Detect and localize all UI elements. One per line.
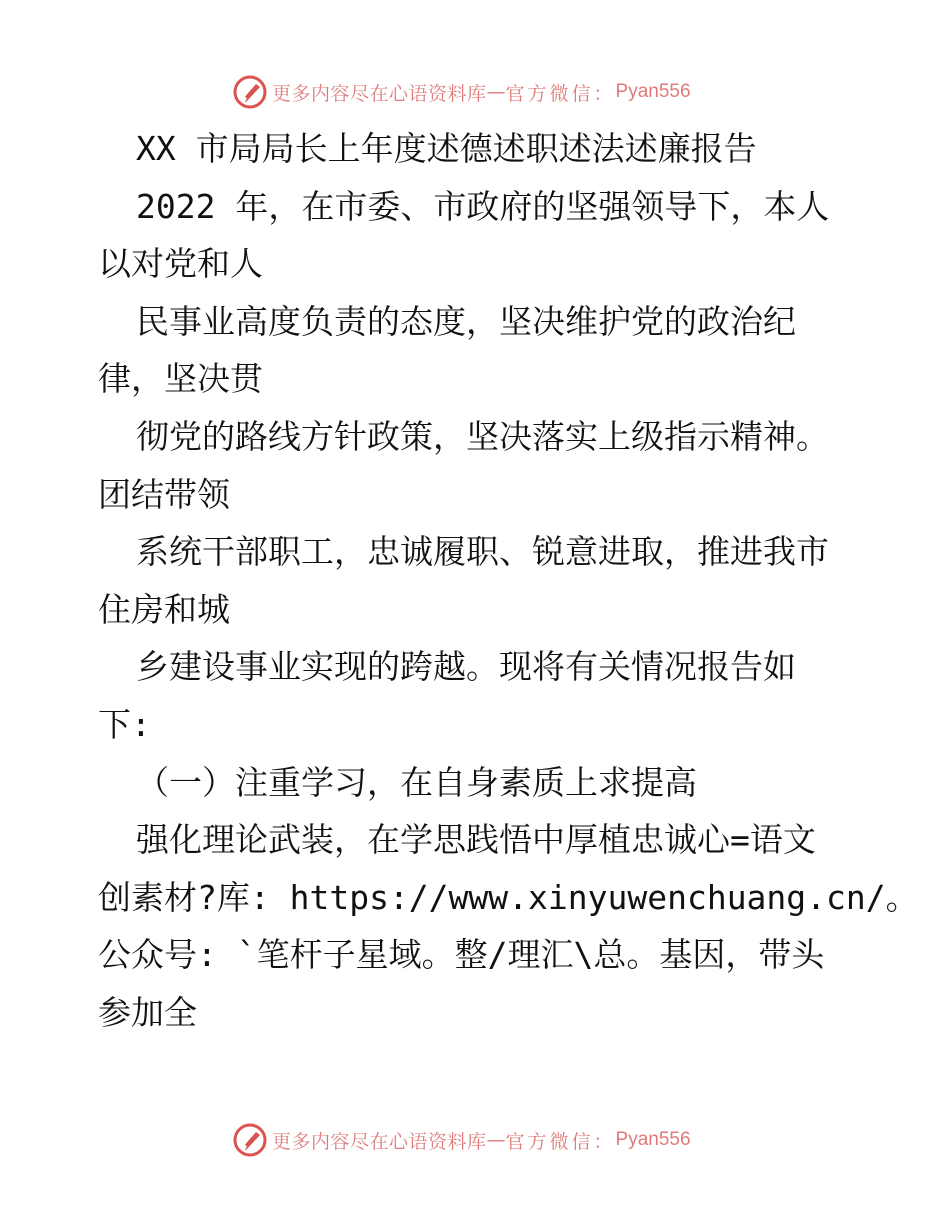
paragraph-line: 住房和城: [98, 589, 230, 629]
section-heading: （一）注重学习，在自身素质上求提高: [136, 762, 697, 802]
watermark-dash: —: [486, 81, 506, 103]
watermark-dash: —: [486, 1129, 506, 1151]
watermark-text: 更多内容尽在心语资料库: [272, 82, 487, 105]
document-body: [98, 120, 919, 1042]
paragraph-line: 2022 年，在市委、市政府的坚强领导下，本人: [136, 186, 830, 226]
watermark-official-label: 官方微信：: [505, 1130, 616, 1153]
pen-logo-icon: [232, 1122, 268, 1158]
watermark-text: 更多内容尽在心语资料库: [272, 1130, 487, 1153]
paragraph-line: 参加全: [98, 992, 197, 1032]
document-title: XX 市局局长上年度述德述职述法述廉报告: [136, 129, 757, 168]
paragraph-line: 律，坚决贯: [98, 359, 263, 399]
paragraph-line: 下:: [98, 704, 151, 744]
paragraph-line: 系统干部职工，忠诚履职、锐意进取，推进我市: [136, 532, 829, 572]
watermark-banner-bottom: [232, 1120, 691, 1160]
watermark-wechat-id: Pyan556: [615, 1129, 691, 1150]
paragraph-line: 强化理论武装，在学思践悟中厚植忠诚心=语文: [136, 820, 816, 860]
watermark-banner-top: [232, 72, 691, 112]
paragraph-line: 乡建设事业实现的跨越。现将有关情况报告如: [136, 647, 796, 687]
paragraph-line: 创素材?库: https://www.xinyuwenchuang.cn/。: [98, 877, 919, 917]
paragraph-line: 民事业高度负责的态度，坚决维护党的政治纪: [136, 301, 796, 341]
paragraph-line: 彻党的路线方针政策，坚决落实上级指示精神。: [136, 416, 829, 456]
paragraph-line: 公众号: `笔杆子星域。整/理汇\总。基因，带头: [98, 935, 825, 975]
watermark-wechat-id: Pyan556: [615, 81, 691, 102]
paragraph-line: 团结带领: [98, 474, 230, 514]
watermark-official-label: 官方微信：: [505, 82, 616, 105]
pen-logo-icon: [232, 74, 268, 110]
paragraph-line: 以对党和人: [98, 244, 263, 284]
